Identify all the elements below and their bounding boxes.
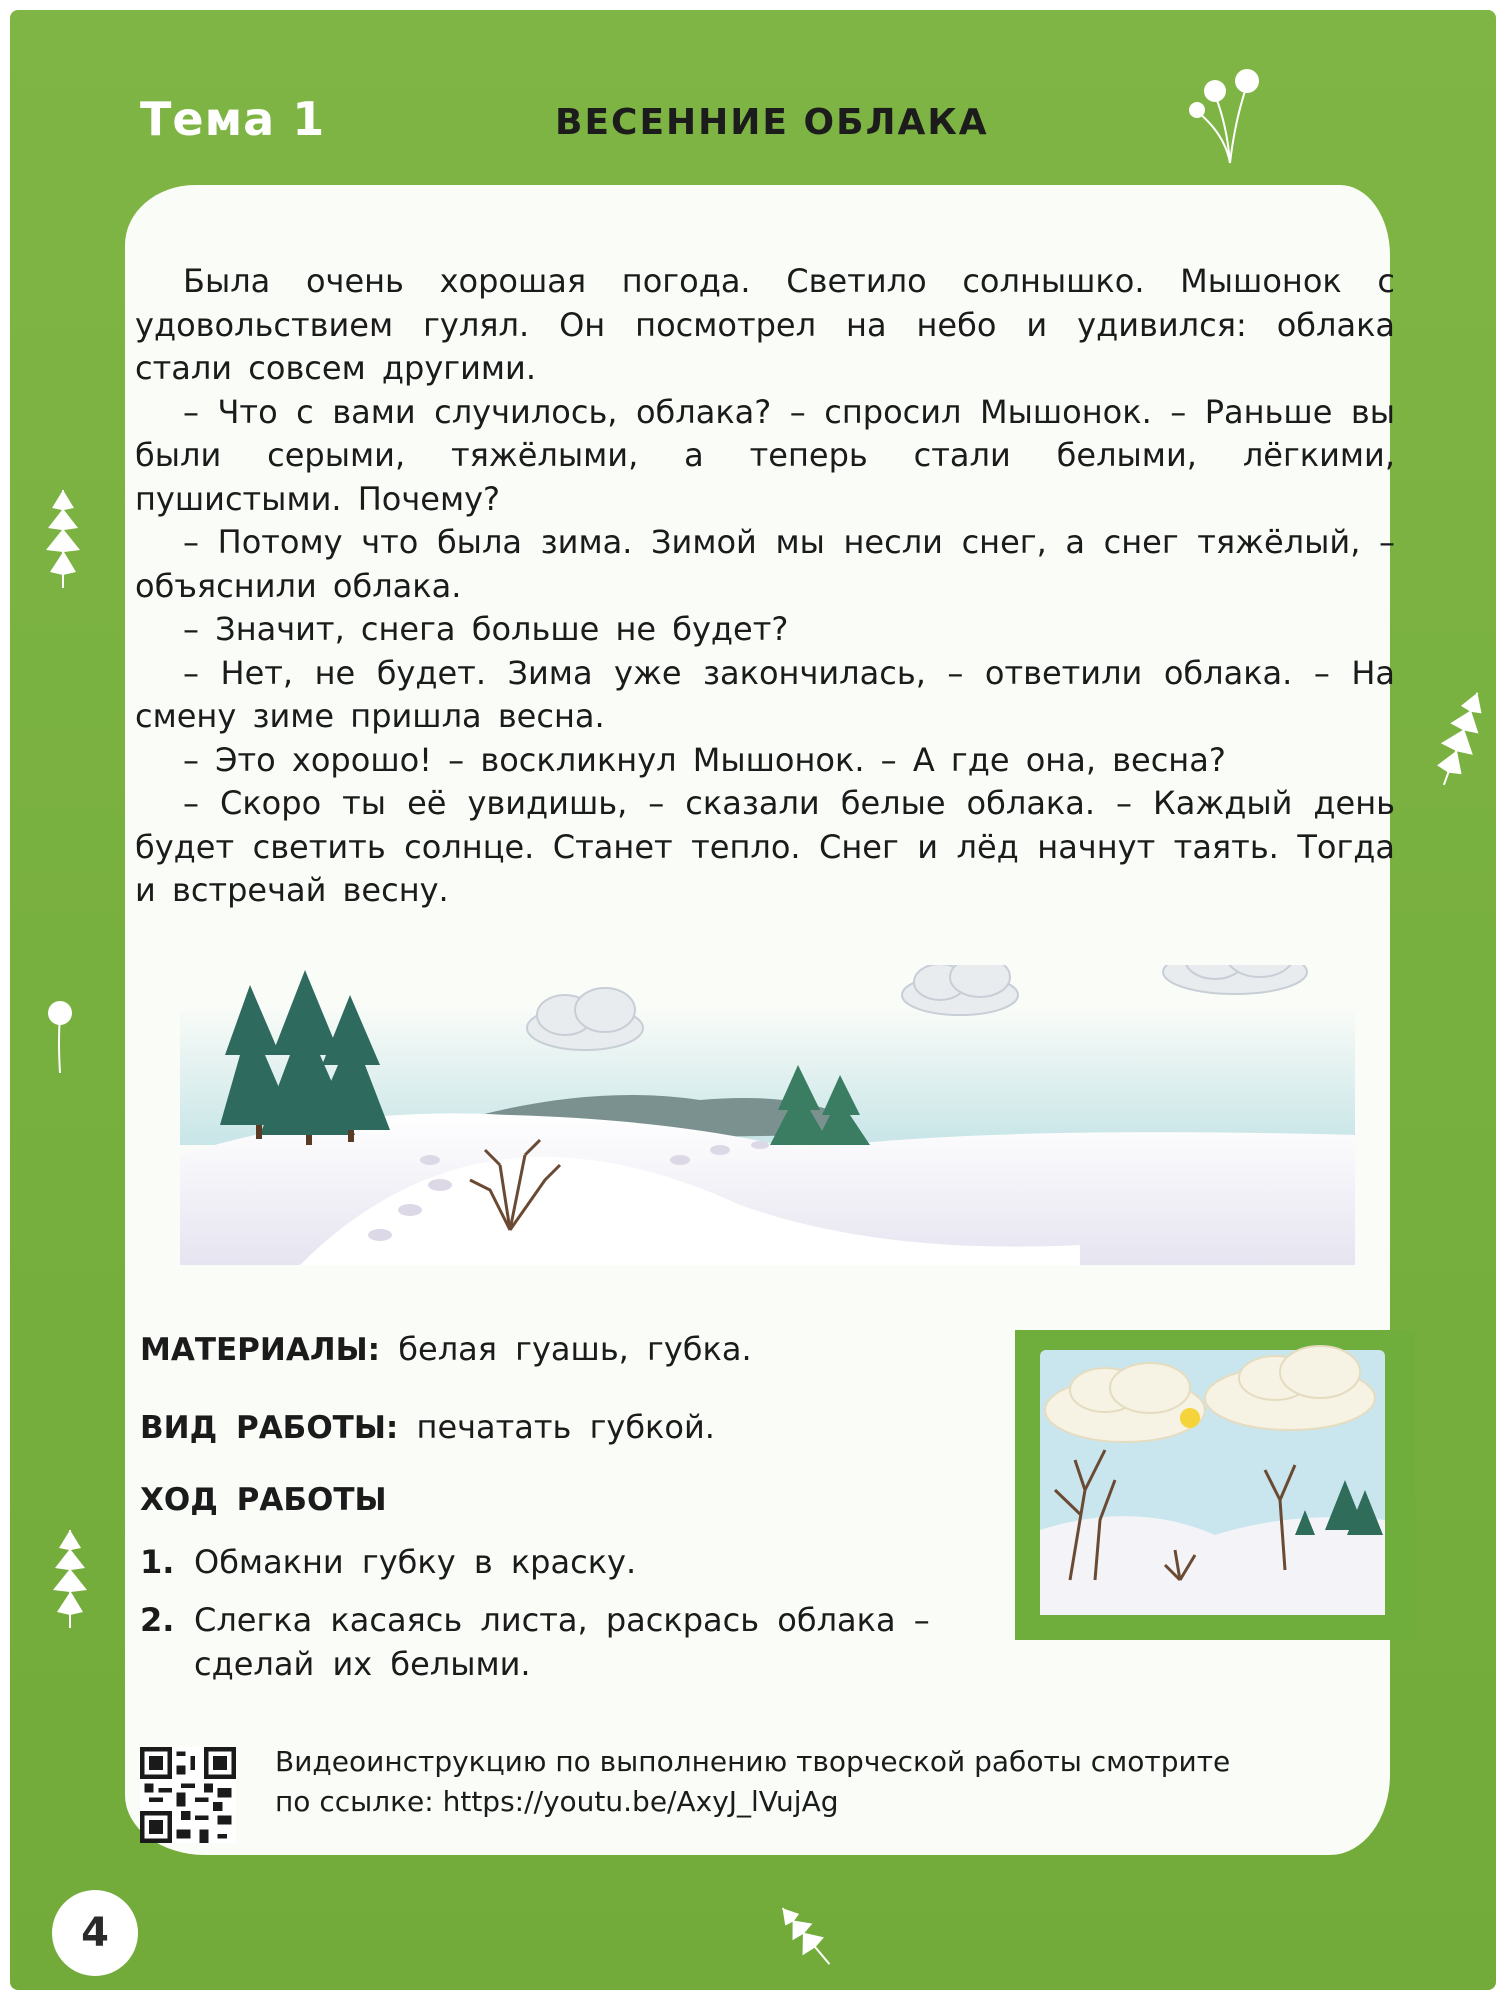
page-number: 4 bbox=[52, 1890, 138, 1976]
step-text-continued: сделай их белыми. bbox=[194, 1645, 531, 1683]
step-number: 2. bbox=[140, 1601, 175, 1639]
page-title: ВЕСЕННИЕ ОБЛАКА bbox=[555, 102, 989, 143]
work-type-line bbox=[140, 1408, 715, 1446]
story-paragraph: – Нет, не будет. Зима уже закончилась, – ответили облака. – На смену зиме пришла весна. bbox=[135, 653, 1395, 735]
video-line: Видеоинструкцию по выполнению творческой работы смотрите bbox=[275, 1745, 1231, 1778]
dandelion-flowers-icon bbox=[1185, 65, 1275, 165]
story-paragraph: – Потому что была зима. Зимой мы несли снег, а снег тяжёлый, – объяснили облака. bbox=[135, 523, 1395, 605]
qr-code-icon bbox=[140, 1747, 236, 1843]
procedure-heading: ХОД РАБОТЫ bbox=[140, 1482, 387, 1518]
dandelion-leaf-icon bbox=[45, 1520, 95, 1630]
story-paragraph: – Скоро ты её увидишь, – сказали белые облака. – Каждый день будет светить солнце. Станет тепло. Снег и лёд начнут таять. Тогда и встречай весну. bbox=[135, 784, 1395, 909]
winter-landscape-illustration bbox=[180, 965, 1355, 1265]
video-instruction-text bbox=[275, 1742, 1295, 1822]
fir-tree-group bbox=[220, 970, 390, 1135]
video-link[interactable]: по ссылке: https://youtu.be/AxyJ_lVujAg bbox=[275, 1785, 839, 1818]
dandelion-leaf-icon bbox=[770, 1895, 840, 1975]
topic-label: Тема 1 bbox=[140, 92, 326, 146]
dandelion-leaf-icon bbox=[1435, 680, 1490, 790]
dandelion-leaf-icon bbox=[38, 480, 88, 590]
work-type-value: печатать губкой. bbox=[416, 1408, 715, 1446]
cloud-shape bbox=[902, 965, 1018, 1015]
step-number: 1. bbox=[140, 1543, 175, 1581]
procedure-step bbox=[140, 1598, 930, 1686]
materials-value: белая гуашь, губка. bbox=[398, 1330, 752, 1368]
story-text bbox=[135, 260, 1395, 913]
dandelion-seed-icon bbox=[40, 995, 80, 1075]
story-paragraph: Была очень хорошая погода. Светило солнышко. Мышонок с удовольствием гулял. Он посмотрел на небо и удивился: облака стали совсем другими. bbox=[135, 262, 1395, 387]
cloud-shape bbox=[1163, 965, 1307, 994]
cloud-shape bbox=[527, 988, 643, 1050]
story-paragraph: – Это хорошо! – воскликнул Мышонок. – А где она, весна? bbox=[183, 740, 1226, 779]
step-text: Слегка касаясь листа, раскрась облака – bbox=[194, 1601, 930, 1639]
procedure-step bbox=[140, 1540, 636, 1584]
materials-line bbox=[140, 1330, 752, 1368]
sample-artwork-image bbox=[1015, 1330, 1415, 1640]
work-type-label: ВИД РАБОТЫ: bbox=[140, 1410, 399, 1446]
story-paragraph: – Что с вами случилось, облака? – спросил Мышонок. – Раньше вы были серыми, тяжёлыми, а теперь стали белыми, лёгкими, пушистыми. Почему? bbox=[135, 392, 1395, 518]
story-paragraph: – Значит, снега больше не будет? bbox=[183, 610, 789, 648]
step-text: Обмакни губку в краску. bbox=[194, 1543, 637, 1581]
materials-label: МАТЕРИАЛЫ: bbox=[140, 1332, 381, 1368]
